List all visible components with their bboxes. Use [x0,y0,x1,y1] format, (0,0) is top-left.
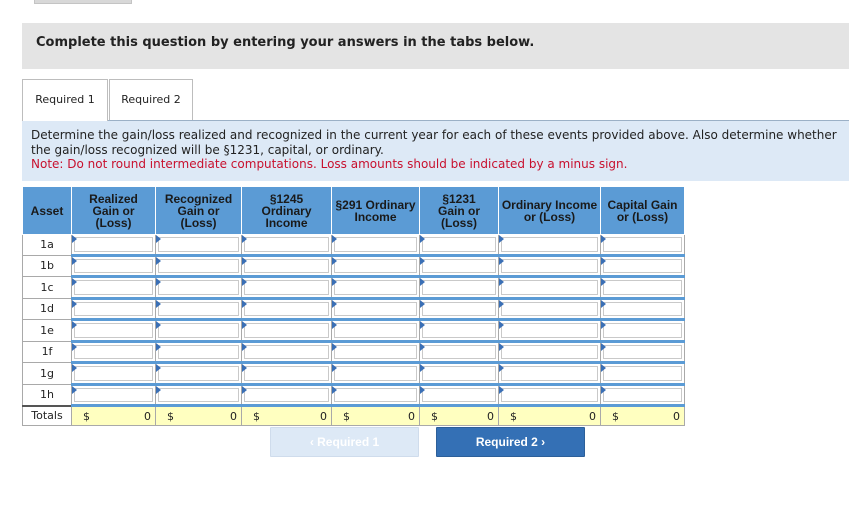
table-header-row [23,187,685,235]
input-marker-icon [420,343,425,351]
cell-s291 [332,298,420,320]
total-currency: $ [253,410,260,423]
header-291-line2: Income [354,209,397,224]
input-recognized[interactable] [158,280,239,295]
input-marker-icon [242,278,247,286]
cell-recognized [156,363,242,385]
total-value: 0 [487,410,494,423]
input-ordinary[interactable] [501,237,598,252]
input-recognized[interactable] [158,366,239,381]
input-s291[interactable] [334,388,417,403]
table-row [23,255,685,277]
input-marker-icon [242,300,247,308]
input-marker-icon [420,257,425,265]
total-currency: $ [167,410,174,423]
input-marker-icon [420,364,425,372]
input-s1231[interactable] [422,259,496,274]
input-s291[interactable] [334,323,417,338]
input-marker-icon [601,235,606,243]
input-marker-icon [499,257,504,265]
header-1231-line3: (Loss) [441,215,477,230]
input-marker-icon [420,278,425,286]
cell-capital [601,384,685,406]
input-ordinary[interactable] [501,366,598,381]
input-capital[interactable] [603,237,682,252]
cell-ordinary [499,363,601,385]
table-row [23,298,685,320]
cell-s291 [332,277,420,299]
input-marker-icon [72,386,77,394]
total-value: 0 [408,410,415,423]
table-row [23,384,685,406]
input-recognized[interactable] [158,388,239,403]
cell-s1245 [242,277,332,299]
input-s291[interactable] [334,237,417,252]
input-capital[interactable] [603,302,682,317]
header-1231-line2: Gain or [437,203,480,218]
cell-s291 [332,235,420,256]
total-value: 0 [673,410,680,423]
input-marker-icon [332,386,337,394]
cell-recognized [156,384,242,406]
input-marker-icon [499,386,504,394]
input-s1231[interactable] [422,237,496,252]
input-marker-icon [72,278,77,286]
input-marker-icon [601,300,606,308]
input-marker-icon [242,235,247,243]
input-realized[interactable] [74,237,153,252]
input-s1245[interactable] [244,388,329,403]
input-marker-icon [72,235,77,243]
input-marker-icon [601,278,606,286]
cell-ordinary [499,298,601,320]
cell-s291 [332,255,420,277]
cell-capital [601,320,685,342]
cell-s291 [332,363,420,385]
input-marker-icon [156,386,161,394]
header-recognized-line2: Gain or (Loss) [177,203,220,230]
cell-s1231 [420,384,499,406]
input-capital[interactable] [603,259,682,274]
input-s291[interactable] [334,345,417,360]
input-marker-icon [601,364,606,372]
input-marker-icon [420,386,425,394]
cell-recognized [156,298,242,320]
input-marker-icon [72,321,77,329]
instructions-text: Determine the gain/loss realized and recognized in the current year for each of these events provided above. Also determine whether the gain/loss recognized will be §1231, capital, or ordinary. [31,128,837,157]
input-recognized[interactable] [158,237,239,252]
input-s291[interactable] [334,302,417,317]
input-s1245[interactable] [244,237,329,252]
input-marker-icon [499,278,504,286]
cell-recognized [156,255,242,277]
input-marker-icon [72,364,77,372]
total-ordinary [499,406,601,426]
cell-capital [601,341,685,363]
input-marker-icon [420,300,425,308]
input-s291[interactable] [334,366,417,381]
total-currency: $ [510,410,517,423]
cell-s1245 [242,320,332,342]
previous-section-tab [34,0,132,4]
input-marker-icon [420,321,425,329]
answer-table [22,186,685,426]
cell-s1231 [420,341,499,363]
input-marker-icon [332,257,337,265]
cell-recognized [156,277,242,299]
input-capital[interactable] [603,388,682,403]
next-required-2-button[interactable]: Required 2 › [436,427,585,457]
input-marker-icon [332,235,337,243]
cell-realized [72,341,156,363]
header-ordinary-line1: Ordinary Income [501,197,598,212]
input-ordinary[interactable] [501,259,598,274]
header-capital-line1: Capital Gain [607,197,678,212]
input-marker-icon [499,321,504,329]
input-marker-icon [156,364,161,372]
input-marker-icon [499,235,504,243]
table-row [23,341,685,363]
header-recognized [156,187,242,235]
header-realized-line2: Gain or [92,203,135,218]
input-capital[interactable] [603,366,682,381]
input-marker-icon [420,235,425,243]
cell-capital [601,255,685,277]
input-marker-icon [156,321,161,329]
input-recognized[interactable] [158,323,239,338]
header-1231 [420,187,499,235]
input-marker-icon [332,321,337,329]
question-banner [22,23,849,69]
cell-s1231 [420,235,499,256]
cell-s1231 [420,320,499,342]
cell-s1231 [420,363,499,385]
input-marker-icon [499,300,504,308]
tab-bar [22,79,849,121]
input-realized[interactable] [74,366,153,381]
prev-required-1-button[interactable]: ‹ Required 1 [270,427,419,457]
cell-s1245 [242,255,332,277]
cell-recognized [156,320,242,342]
total-value: 0 [320,410,327,423]
total-s1231 [420,406,499,426]
totals-label: Totals [23,406,72,426]
cell-s1231 [420,277,499,299]
cell-realized [72,363,156,385]
input-capital[interactable] [603,280,682,295]
cell-s291 [332,384,420,406]
table-row [23,277,685,299]
input-realized[interactable] [74,323,153,338]
input-capital[interactable] [603,345,682,360]
input-marker-icon [601,321,606,329]
total-currency: $ [343,410,350,423]
total-currency: $ [431,410,438,423]
input-marker-icon [156,257,161,265]
input-ordinary[interactable] [501,280,598,295]
cell-s1245 [242,235,332,256]
total-value: 0 [589,410,596,423]
input-marker-icon [156,343,161,351]
cell-ordinary [499,235,601,256]
input-marker-icon [332,300,337,308]
input-marker-icon [242,343,247,351]
input-ordinary[interactable] [501,345,598,360]
header-1245-line1: §1245 Ordinary [261,191,312,218]
banner-text: Complete this question by entering your answers in the tabs below. [36,35,535,50]
cell-realized [72,298,156,320]
row-asset-label: 1f [23,341,72,363]
total-currency: $ [612,410,619,423]
input-recognized[interactable] [158,302,239,317]
header-1245-line2: Income [265,215,308,230]
input-s1245[interactable] [244,302,329,317]
input-marker-icon [72,343,77,351]
input-s1245[interactable] [244,323,329,338]
header-291-line1: §291 Ordinary [335,197,416,212]
header-1231-line1: §1231 [442,191,476,206]
header-capital-line2: or (Loss) [616,209,669,224]
input-realized[interactable] [74,388,153,403]
header-ordinary [499,187,601,235]
input-marker-icon [72,300,77,308]
header-ordinary-line2: or (Loss) [523,209,576,224]
input-ordinary[interactable] [501,323,598,338]
header-capital [601,187,685,235]
header-1245 [242,187,332,235]
input-s1231[interactable] [422,280,496,295]
cell-realized [72,235,156,256]
input-marker-icon [156,300,161,308]
input-s1245[interactable] [244,280,329,295]
input-realized[interactable] [74,302,153,317]
row-asset-label: 1e [23,320,72,342]
input-realized[interactable] [74,280,153,295]
input-marker-icon [72,257,77,265]
total-capital [601,406,685,426]
input-marker-icon [601,343,606,351]
input-realized[interactable] [74,259,153,274]
input-s1231[interactable] [422,345,496,360]
input-recognized[interactable] [158,259,239,274]
cell-ordinary [499,255,601,277]
cell-capital [601,235,685,256]
input-capital[interactable] [603,323,682,338]
input-marker-icon [499,343,504,351]
input-s291[interactable] [334,280,417,295]
total-currency: $ [83,410,90,423]
header-realized-line3: (Loss) [95,215,132,230]
input-marker-icon [601,386,606,394]
cell-s1245 [242,363,332,385]
total-s291 [332,406,420,426]
input-marker-icon [156,278,161,286]
row-asset-label: 1g [23,363,72,385]
input-ordinary[interactable] [501,388,598,403]
header-asset: Asset [23,187,72,235]
input-s291[interactable] [334,259,417,274]
header-recognized-line1: Recognized [164,191,233,206]
input-s1245[interactable] [244,345,329,360]
total-s1245 [242,406,332,426]
instructions-panel [22,121,849,181]
table-row [23,363,685,385]
row-asset-label: 1b [23,255,72,277]
input-s1231[interactable] [422,302,496,317]
header-291 [332,187,420,235]
input-marker-icon [242,321,247,329]
cell-capital [601,363,685,385]
input-marker-icon [332,343,337,351]
input-recognized[interactable] [158,345,239,360]
totals-row [23,406,685,426]
cell-ordinary [499,384,601,406]
cell-capital [601,298,685,320]
input-s1231[interactable] [422,323,496,338]
input-marker-icon [332,278,337,286]
cell-s1231 [420,255,499,277]
input-marker-icon [156,235,161,243]
header-realized [72,187,156,235]
cell-ordinary [499,320,601,342]
row-asset-label: 1c [23,277,72,299]
cell-ordinary [499,341,601,363]
row-asset-label: 1a [23,235,72,256]
total-realized [72,406,156,426]
input-realized[interactable] [74,345,153,360]
tab-required-1[interactable]: Required 1 [22,79,108,121]
total-recognized [156,406,242,426]
input-marker-icon [601,257,606,265]
cell-recognized [156,235,242,256]
cell-ordinary [499,277,601,299]
input-s1231[interactable] [422,366,496,381]
input-marker-icon [242,386,247,394]
input-marker-icon [242,257,247,265]
instructions-note: Note: Do not round intermediate computations. Loss amounts should be indicated by a minus sign. [31,157,628,171]
total-value: 0 [230,410,237,423]
table-row [23,235,685,256]
cell-s291 [332,320,420,342]
cell-s1245 [242,384,332,406]
tab-required-2[interactable]: Required 2 [109,79,193,120]
cell-realized [72,384,156,406]
input-marker-icon [499,364,504,372]
cell-s1231 [420,298,499,320]
cell-s1245 [242,298,332,320]
input-s1245[interactable] [244,259,329,274]
cell-recognized [156,341,242,363]
input-s1231[interactable] [422,388,496,403]
total-value: 0 [144,410,151,423]
row-asset-label: 1d [23,298,72,320]
header-realized-line1: Realized [89,191,138,206]
cell-s291 [332,341,420,363]
cell-realized [72,277,156,299]
cell-realized [72,320,156,342]
input-ordinary[interactable] [501,302,598,317]
input-marker-icon [332,364,337,372]
cell-s1245 [242,341,332,363]
cell-capital [601,277,685,299]
input-marker-icon [242,364,247,372]
input-s1245[interactable] [244,366,329,381]
cell-realized [72,255,156,277]
row-asset-label: 1h [23,384,72,406]
table-row [23,320,685,342]
